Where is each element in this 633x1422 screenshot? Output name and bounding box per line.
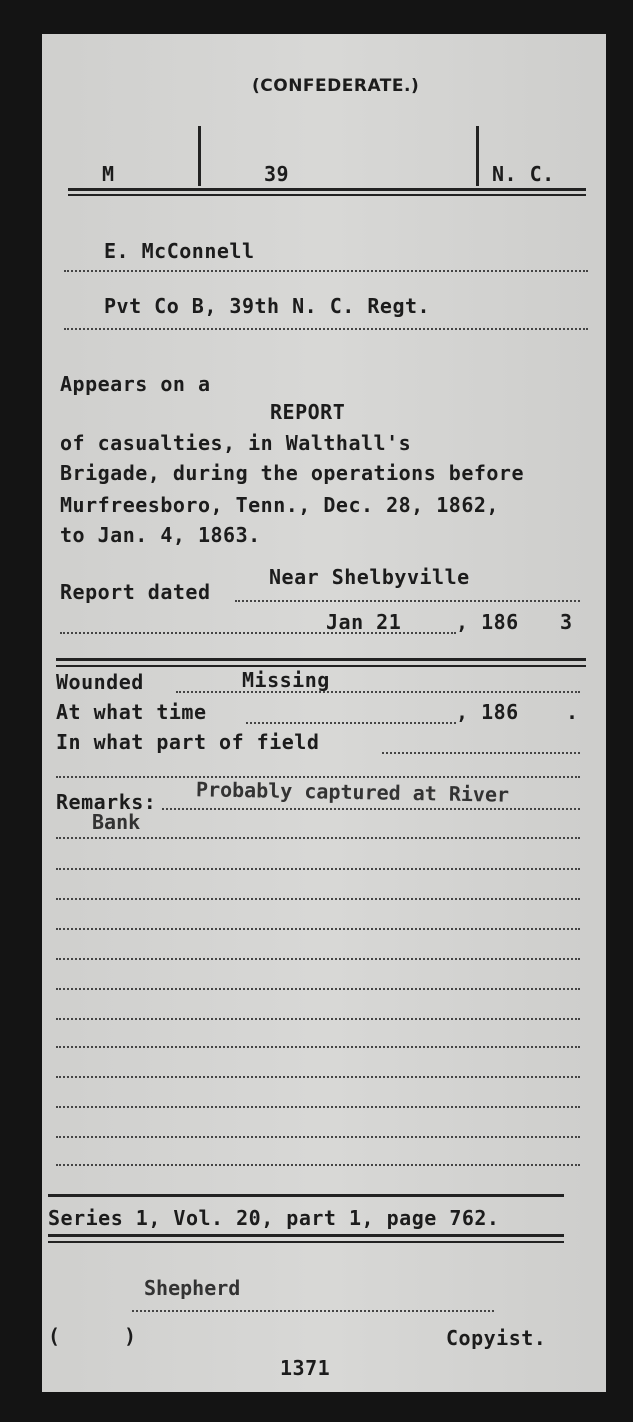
field-label: In what part of field [56,730,320,754]
remarks-line-1: Probably captured at River [195,777,510,807]
body-line-4: to Jan. 4, 1863. [60,523,261,547]
body-line-3: Murfreesboro, Tenn., Dec. 28, 1862, [60,493,499,517]
remarks-label: Remarks: [56,790,157,814]
state-abbrev: N. C. [492,162,555,186]
time-year: , 186 [456,700,519,724]
series-rule-bottom-1 [48,1234,564,1237]
soldier-rank-unit: Pvt Co B, 39th N. C. Regt. [104,294,431,318]
remarks-dotted-line-10 [56,1076,580,1078]
card-number: 1371 [280,1356,331,1380]
confederate-label: (CONFEDERATE.) [252,76,420,96]
header-divider-right [476,126,479,186]
report-year-prefix: , 186 [456,610,519,634]
remarks-dotted-line-9 [56,1046,580,1048]
remarks-line-2: Bank [92,810,141,834]
paren-open: ( [48,1324,61,1348]
body-line-1: of casualties, in Walthall's [60,431,412,455]
soldier-name: E. McConnell [104,239,255,263]
regiment-number: 39 [264,162,290,186]
report-dated-label: Report dated [60,580,211,604]
remarks-dotted-line-8 [56,1018,580,1020]
report-date: Jan 21 [326,610,402,634]
section-rule-2 [56,665,586,667]
name-dotted-line [64,270,588,272]
series-rule-top [48,1194,564,1197]
remarks-dotted-line-7 [56,988,580,990]
copyist-label: Copyist. [446,1326,547,1350]
wounded-value: Missing [242,668,330,692]
remarks-dotted-line-3 [56,868,580,870]
field-dotted-line [382,752,580,754]
wounded-label: Wounded [56,670,144,694]
series-rule-bottom-2 [48,1241,564,1243]
paren-close: ) [124,1324,137,1348]
header-col1: M [102,162,115,186]
section-rule-1 [56,658,586,661]
remarks-dotted-line-13 [56,1164,580,1166]
header-rule-2 [68,194,586,196]
time-suffix: . [566,700,579,724]
header-rule-1 [68,188,586,191]
remarks-dotted-line-11 [56,1106,580,1108]
remarks-dotted-line-12 [56,1136,580,1138]
series-citation: Series 1, Vol. 20, part 1, page 762. [48,1206,500,1230]
unit-dotted-line [64,328,588,330]
report-year-suffix: 3 [560,610,573,634]
remarks-dotted-line-1 [162,808,580,810]
report-place-dotted-line [235,600,580,602]
field-dotted-line-2 [56,776,580,778]
report-place: Near Shelbyville [269,565,470,589]
report-heading: REPORT [270,400,346,424]
body-line-2: Brigade, during the operations before [60,461,525,485]
copyist-dotted-line [132,1310,494,1312]
appears-on-text: Appears on a [60,372,211,396]
remarks-dotted-line-5 [56,928,580,930]
service-record-card [42,34,606,1392]
time-dotted-line [246,722,456,724]
header-divider-left [198,126,201,186]
time-label: At what time [56,700,207,724]
remarks-dotted-line-4 [56,898,580,900]
wounded-dotted-line [176,691,580,693]
remarks-dotted-line-6 [56,958,580,960]
copyist-name: Shepherd [144,1276,241,1300]
remarks-dotted-line-2 [56,837,580,839]
